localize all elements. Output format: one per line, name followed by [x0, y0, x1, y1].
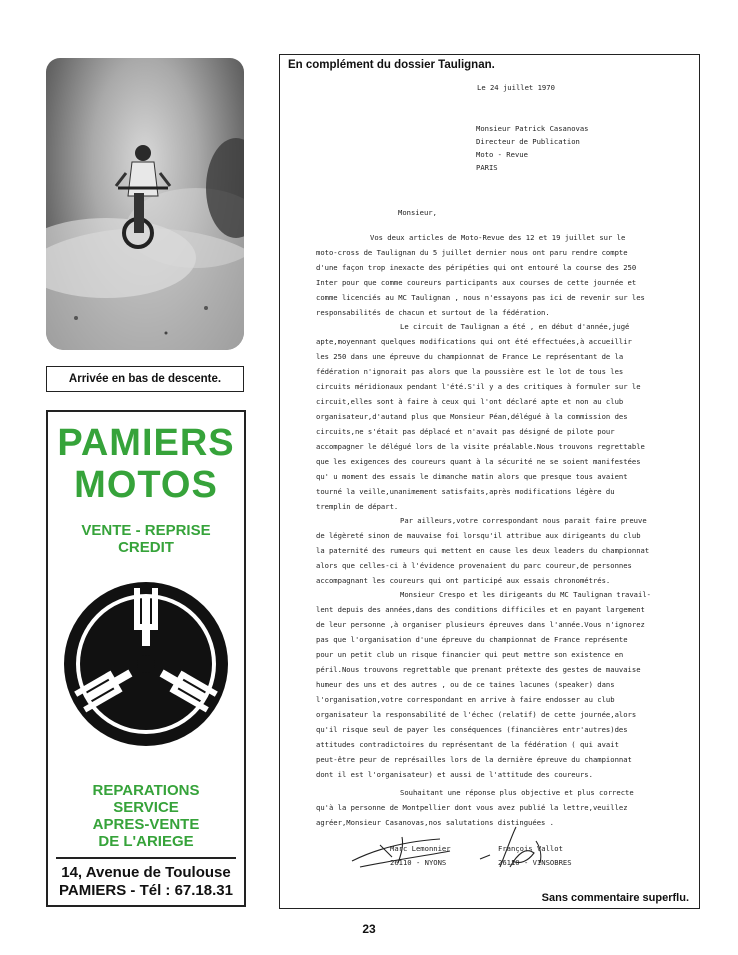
- ad-services2-line3: APRES-VENTE: [92, 816, 200, 833]
- letter-heading: En complément du dossier Taulignan.: [288, 59, 495, 71]
- letter-line: d'une façon trop inexacte des péripéties qui ont entouré la course des 250: [316, 263, 637, 272]
- letter-line: circuits méridionaux pendant l'été.S'il y a des critiques à formuler sur le: [316, 382, 641, 391]
- letter-line: de leur personne ,à organiser plusieurs épreuves dans l'année.Vous n'ignorez: [316, 620, 645, 629]
- letter-line: attitudes contradictoires du représentant de la fédération ( qui avait: [316, 740, 619, 749]
- motocross-photo: [46, 58, 244, 350]
- photo-caption: Arrivée en bas de descente.: [46, 366, 244, 392]
- letter-line: lent depuis des années,dans des conditions difficiles et en payant largement: [316, 605, 645, 614]
- recipient-line: Directeur de Publication: [476, 137, 580, 146]
- letter-line: les 250 dans une épreuve du championnat de France Le représentant de la: [316, 352, 624, 361]
- letter-line: de légèreté sinon de mauvaise foi lorsqu'il attribue aux dirigeants du club: [316, 531, 641, 540]
- letter-line: qu'à la personne de Montpellier dont vous avez publié la lettre,veuillez: [316, 803, 628, 812]
- letter-line: organisateur la responsabilité de l'échec (relatif) de cette journée,alors: [316, 710, 637, 719]
- letter-line: dont il est l'organisateur) et aussi de l'attitude des coureurs.: [316, 770, 593, 779]
- letter-line: accompagnant les coureurs qui ont participé aux essais chronométrés.: [316, 576, 611, 585]
- letter-line: fédération n'ignorait pas alors que la poussière est le lot de tous les: [316, 367, 624, 376]
- letter-line: moto-cross de Taulignan du 5 juillet dernier nous ont paru rendre compte: [316, 248, 628, 257]
- letter-line: accompagner le délégué lors de la visite préalable.Nous trouvons regrettable: [316, 442, 645, 451]
- letter-line: tremplin de départ.: [316, 502, 399, 511]
- letter-line: qu' u moment des essais le dimanche matin alors que presque tous avaient: [316, 472, 628, 481]
- letter-line: Vos deux articles de Moto-Revue des 12 et 19 juillet sur le: [370, 233, 626, 242]
- letter-line: la paternité des rumeurs qui mettent en cause les deux leaders du championnat: [316, 546, 650, 555]
- yamaha-logo-icon: [60, 578, 232, 750]
- ad-brand-line2: MOTOS: [74, 464, 218, 506]
- letter-line: pas que l'organisation d'une épreuve du championnat de France représente: [316, 635, 628, 644]
- ad-services1-line1: VENTE - REPRISE: [81, 522, 211, 539]
- signatory-name: François Vallot: [498, 844, 563, 853]
- pamiers-motos-ad: [46, 410, 246, 907]
- letter-line: Monsieur Crespo et les dirigeants du MC Taulignan travail-: [400, 590, 651, 599]
- signatory-place: 26110 - NYONS: [390, 858, 447, 867]
- letter-line: Le circuit de Taulignan a été , en début d'année,jugé: [400, 322, 630, 331]
- letter-line: organisateur,d'autand plus que Monsieur Péan,délégué à la commission des: [316, 412, 628, 421]
- letter-line: que les exigences des coureurs quant à la sécurité ne se soient manifestées: [316, 457, 641, 466]
- letter-line: Par ailleurs,votre correspondant nous parait faire preuve: [400, 516, 647, 525]
- letter-line: qu'il risque seul de payer les conséquences (financières entr'autres)des: [316, 725, 628, 734]
- letter-line: l'organisation,votre correspondant en arrive à faire endosser au club: [316, 695, 615, 704]
- page-number: 23: [362, 922, 376, 936]
- letter-line: agréer,Monsieur Casanovas,nos salutations distinguées .: [316, 818, 554, 827]
- letter-line: péril.Nous trouvons regrettable que prenant prétexte des gestes de mauvaise: [316, 665, 641, 674]
- letter-line: apte,moyennant quelques modifications qui ont été effectuées,à accueillir: [316, 337, 632, 346]
- letter-line: alors que celles-ci à l'évidence provenaient du parc coureur,de personnes: [316, 561, 632, 570]
- ad-address-line2: PAMIERS - Tél : 67.18.31: [59, 882, 233, 899]
- recipient-line: PARIS: [476, 163, 498, 172]
- ad-services2-line4: DE L'ARIEGE: [98, 833, 194, 850]
- ad-address-line1: 14, Avenue de Toulouse: [61, 864, 231, 881]
- letter-salutation: Monsieur,: [398, 208, 437, 217]
- recipient-line: Moto - Revue: [476, 150, 528, 159]
- letter-line: pour un petit club un risque financier qui peut mettre son existence en: [316, 650, 624, 659]
- recipient-line: Monsieur Patrick Casanovas: [476, 124, 589, 133]
- ad-services1-line2: CREDIT: [118, 539, 174, 556]
- handwritten-signatures-icon: [340, 817, 580, 877]
- letter-line: peut-être peur de représailles lors de la dernière épreuve du championnat: [316, 755, 632, 764]
- motocross-rider-icon: [46, 58, 244, 350]
- letter-line: circuits,ne s'était pas déplacé et n'avait pas désigné de pilote pour: [316, 427, 615, 436]
- letter-date: Le 24 juillet 1970: [477, 83, 555, 92]
- ad-brand-line1: PAMIERS: [57, 422, 235, 464]
- signatory-place: 26110 - VINSOBRES: [498, 858, 572, 867]
- ad-address: [56, 857, 236, 900]
- letter-line: humeur des uns et des autres , ou de ce taines lacunes (speaker) dans: [316, 680, 615, 689]
- ad-services2-line2: SERVICE: [113, 799, 179, 816]
- letter-line: comme licenciés au MC Taulignan , nous n'essayons pas ici de revenir sur les: [316, 293, 645, 302]
- signatory-name: Marc Lemonnier: [390, 844, 451, 853]
- letter-line: tourné la veille,unanimement satisfaits,après modifications légère du: [316, 487, 615, 496]
- footer-note: Sans commentaire superflu.: [541, 892, 689, 904]
- letter-box: [279, 54, 700, 909]
- letter-line: Inter pour que comme coureurs participants aux courses de cette journée et: [316, 278, 637, 287]
- ad-services2-line1: REPARATIONS: [92, 782, 200, 799]
- letter-line: Souhaitant une réponse plus objective et plus correcte: [400, 788, 634, 797]
- letter-line: circuit,elles sont à faire à ceux qui l'ont déclaré apte et non au club: [316, 397, 624, 406]
- letter-line: responsabilités de chacun et surtout de la fédération.: [316, 308, 550, 317]
